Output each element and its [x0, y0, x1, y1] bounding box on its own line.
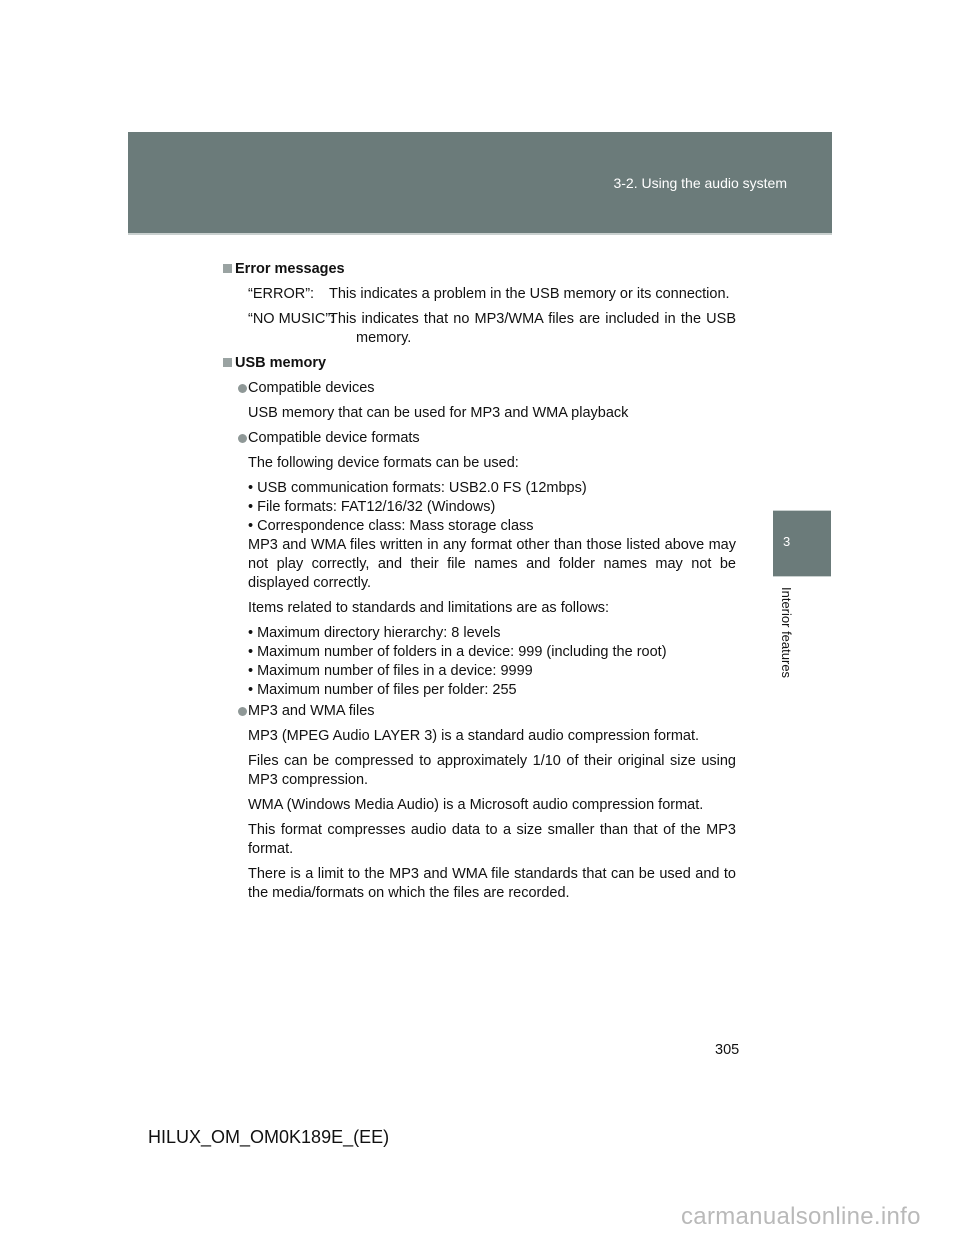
circle-bullet-icon	[238, 384, 247, 393]
square-bullet-icon	[223, 358, 232, 367]
error-description-cont: memory.	[356, 330, 412, 346]
paragraph: The following device formats can be used:	[248, 455, 519, 471]
subheading-text: MP3 and WMA files	[248, 703, 375, 719]
error-code: “NO MUSIC”:	[248, 311, 335, 327]
paragraph: There is a limit to the MP3 and WMA file standards that can be used and to the media/formats on which the files are recorded.	[248, 866, 736, 901]
watermark: carmanualsonline.info	[681, 1203, 921, 1230]
paragraph: Items related to standards and limitations are as follows:	[248, 600, 610, 616]
header-divider	[128, 233, 832, 235]
list-item: • Maximum number of files per folder: 255	[248, 682, 517, 698]
subheading-mp3-wma	[248, 702, 375, 721]
square-bullet-icon	[223, 264, 232, 273]
subheading-text: Compatible devices	[248, 380, 375, 396]
list-item: • File formats: FAT12/16/32 (Windows)	[248, 499, 496, 515]
heading-usb-memory	[223, 354, 326, 373]
paragraph: WMA (Windows Media Audio) is a Microsoft audio compression format.	[248, 797, 704, 813]
section-header-band	[128, 132, 832, 234]
list-item: • Maximum number of folders in a device: 999 (including the root)	[248, 644, 667, 660]
paragraph: Files can be compressed to approximately 1/10 of their original size using MP3 compression.	[248, 753, 736, 788]
paragraph: This format compresses audio data to a size smaller than that of the MP3 format.	[248, 822, 736, 857]
subheading-text: Compatible device formats	[248, 430, 420, 446]
list-item: • USB communication formats: USB2.0 FS (12mbps)	[248, 480, 587, 496]
heading-text: USB memory	[235, 355, 327, 371]
error-description: This indicates that no MP3/WMA files are included in the USB	[329, 311, 736, 327]
error-code: “ERROR”:	[248, 286, 315, 302]
subheading-compatible-devices	[248, 379, 375, 398]
chapter-tab	[773, 510, 831, 577]
paragraph: USB memory that can be used for MP3 and WMA playback	[248, 405, 629, 421]
error-description: This indicates a problem in the USB memory or its connection.	[329, 286, 730, 302]
circle-bullet-icon	[238, 434, 247, 443]
list-item: • Maximum directory hierarchy: 8 levels	[248, 625, 501, 641]
list-item: • Maximum number of files in a device: 9999	[248, 663, 533, 679]
chapter-title: Interior features	[779, 587, 794, 679]
heading-error-messages	[223, 260, 345, 279]
subheading-compatible-formats	[248, 429, 420, 448]
format-list	[248, 479, 587, 536]
list-item: • Correspondence class: Mass storage class	[248, 518, 534, 534]
paragraph: MP3 and WMA files written in any format other than those listed above may not play correctly, and their file names and folder names may not be displayed correctly.	[248, 537, 736, 591]
section-title: 3-2. Using the audio system	[613, 175, 787, 191]
document-code: HILUX_OM_OM0K189E_(EE)	[148, 1127, 390, 1147]
limits-list	[248, 624, 667, 700]
paragraph: MP3 (MPEG Audio LAYER 3) is a standard audio compression format.	[248, 728, 700, 744]
page-number: 305	[715, 1042, 740, 1058]
circle-bullet-icon	[238, 707, 247, 716]
heading-text: Error messages	[235, 261, 345, 277]
chapter-number: 3	[783, 534, 791, 549]
